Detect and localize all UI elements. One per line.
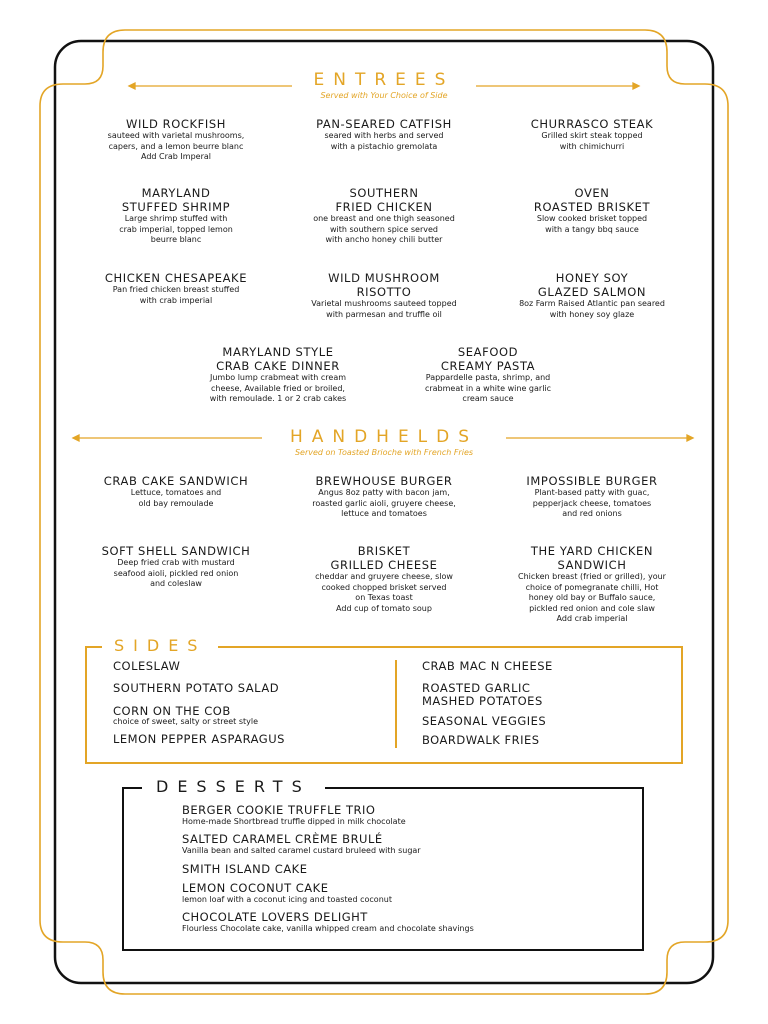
entree-item [76,271,276,306]
handheld-item [284,544,484,614]
entree-name: MARYLAND STYLE CRAB CAKE DINNER [216,345,340,373]
handheld-desc: Plant-based patty with guac, pepperjack cheese, tomatoes and red onions [532,488,652,518]
side-item: COLESLAW [113,659,181,673]
entree-desc: Varietal mushrooms sauteed topped with parmesan and truffle oil [311,299,457,319]
entree-item [76,117,276,163]
dessert-desc: Flourless Chocolate cake, vanilla whipped cream and chocolate shavings [182,924,474,933]
entree-name: WILD MUSHROOM RISOTTO [328,271,440,299]
dessert-desc: Vanilla bean and salted caramel custard bruleed with sugar [182,846,421,855]
entree-name: WILD ROCKFISH [125,117,227,131]
desserts-heading: DESSERTS [142,777,325,796]
entrees-subtitle: Served with Your Choice of Side [320,91,448,100]
dessert-desc: Home-made Shortbread truffle dipped in milk chocolate [182,817,406,826]
handheld-desc: Angus 8oz patty with bacon jam, roasted garlic aioli, gruyere cheese, lettuce and tomatoes [312,488,456,518]
handheld-name: THE YARD CHICKEN SANDWICH [530,544,654,572]
handheld-name: CRAB CAKE SANDWICH [103,474,249,488]
dessert-desc: lemon loaf with a coconut icing and toasted coconut [182,895,392,904]
entree-item [284,117,484,152]
handheld-desc: Lettuce, tomatoes and old bay remoulade [130,488,222,508]
dessert-name: CHOCOLATE LOVERS DELIGHT [182,910,368,924]
entree-name: CHICKEN CHESAPEAKE [104,271,248,285]
entree-desc: one breast and one thigh seasoned with southern spice served with ancho honey chili butter [313,214,455,244]
entree-item [492,186,692,235]
entree-name: SEAFOOD CREAMY PASTA [440,345,536,373]
entree-desc: Pan fried chicken breast stuffed with crab imperial [112,285,240,305]
entree-name: OVEN ROASTED BRISKET [533,186,651,214]
dessert-name: BERGER COOKIE TRUFFLE TRIO [182,803,376,817]
entree-name: MARYLAND STUFFED SHRIMP [121,186,231,214]
handheld-name: IMPOSSIBLE BURGER [526,474,658,488]
dessert-name: SALTED CARAMEL CRÈME BRULÉ [182,832,383,846]
entree-item [178,345,378,405]
entree-name: CHURRASCO STEAK [530,117,654,131]
handheld-name: BREWHOUSE BURGER [315,474,453,488]
entree-desc: Grilled skirt steak topped with chimichurri [541,131,643,151]
sides-heading: SIDES [102,636,218,655]
side-item: SEASONAL VEGGIES [422,714,547,728]
entree-desc: 8oz Farm Raised Atlantic pan seared with honey soy glaze [519,299,665,319]
entree-name: HONEY SOY GLAZED SALMON [537,271,647,299]
entree-desc: Pappardelle pasta, shrimp, and crabmeat in a white wine garlic cream sauce [424,373,552,403]
handheld-item [76,474,276,509]
handheld-desc: cheddar and gruyere cheese, slow cooked chopped brisket served on Texas toast Add cup of tomato soup [315,572,453,613]
entree-item [284,186,484,246]
entree-name: SOUTHERN FRIED CHICKEN [335,186,433,214]
entree-desc: Jumbo lump crabmeat with cream cheese, Available fried or broiled, with remoulade. 1 or 2 crab cakes [209,373,347,403]
handheld-desc: Deep fried crab with mustard seafood aioli, pickled red onion and coleslaw [113,558,239,588]
side-item: LEMON PEPPER ASPARAGUS [113,732,285,746]
entree-item [284,271,484,320]
handheld-item [284,474,484,520]
entree-item [492,117,692,152]
side-item: BOARDWALK FRIES [422,733,540,747]
handhelds-subtitle: Served on Toasted Brioche with French Fries [294,448,474,457]
handheld-item [76,544,276,590]
entree-desc: sauteed with varietal mushrooms, capers, and a lemon beurre blanc Add Crab Imperal [107,131,245,161]
handheld-name: BRISKET GRILLED CHEESE [330,544,438,572]
side-item: SOUTHERN POTATO SALAD [113,681,280,695]
entrees-heading: ENTREES [313,70,455,90]
dessert-name: LEMON COCONUT CAKE [182,881,329,895]
entree-desc: Slow cooked brisket topped with a tangy bbq sauce [536,214,648,234]
entree-item [388,345,588,405]
handhelds-heading: HANDHELDS [289,427,479,447]
side-item: CRAB MAC N CHEESE [422,659,553,673]
entree-item [492,271,692,320]
handheld-item [492,544,692,625]
side-item: CORN ON THE COB [113,704,231,718]
entree-desc: seared with herbs and served with a pistachio gremolata [324,131,444,151]
entree-desc: Large shrimp stuffed with crab imperial, topped lemon beurre blanc [119,214,233,244]
handheld-desc: Chicken breast (fried or grilled), your choice of pomegranate chilli, Hot honey old bay or Buffalo sauce, pickled red onion and cole slaw Add crab imperial [518,572,666,623]
side-desc: choice of sweet, salty or street style [113,717,259,726]
side-item: ROASTED GARLIC MASHED POTATOES [422,681,543,708]
dessert-name: SMITH ISLAND CAKE [182,862,308,876]
handheld-name: SOFT SHELL SANDWICH [101,544,251,558]
entree-name: PAN-SEARED CATFISH [316,117,452,131]
handheld-item [492,474,692,520]
entree-item [76,186,276,246]
